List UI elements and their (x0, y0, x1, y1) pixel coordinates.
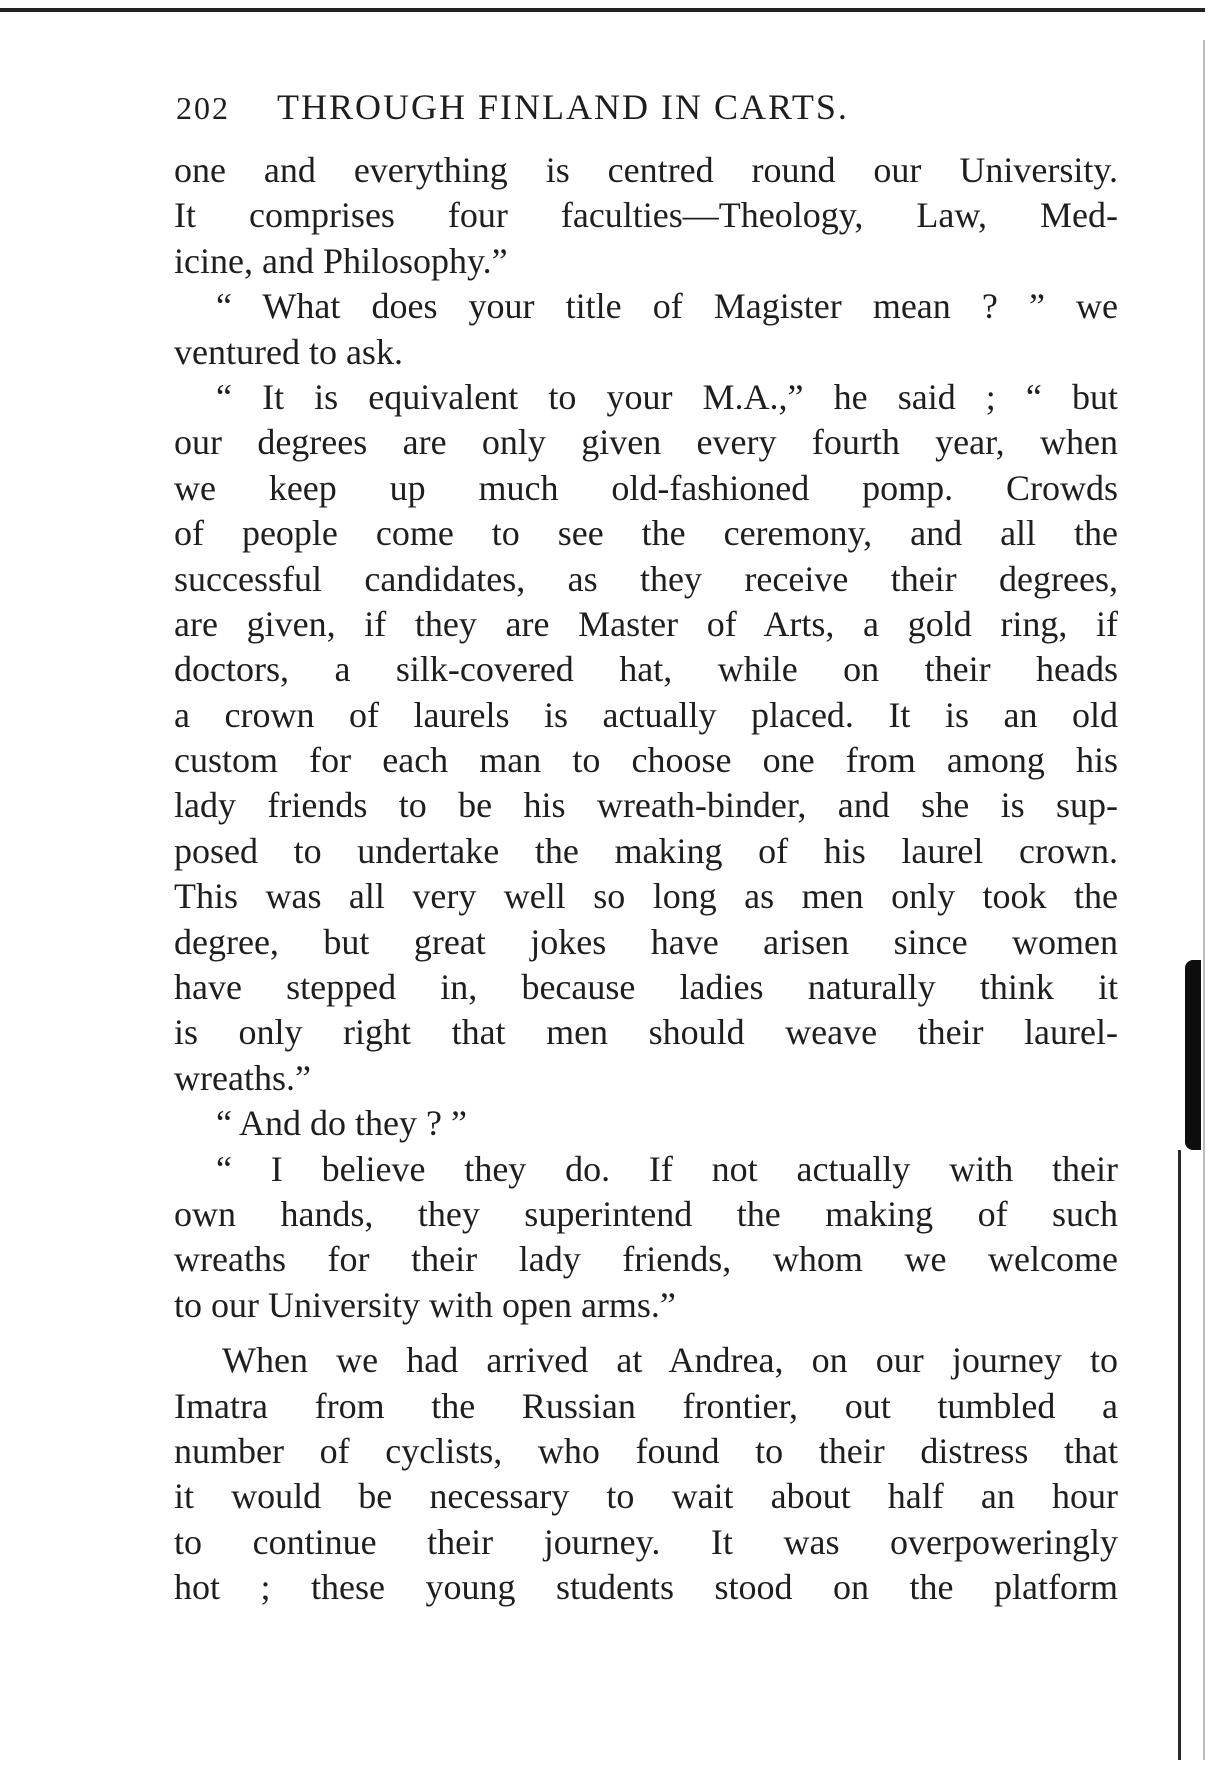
text-line: a crown of laurels is actually placed. It is an old (174, 694, 1118, 735)
text-line: “ It is equivalent to your M.A.,” he said ; “ but (216, 376, 1118, 417)
text-line: “ I believe they do. If not actually with their (216, 1148, 1118, 1189)
text-line: “ What does your title of Magister mean ? ” we (216, 286, 1118, 327)
text-line: have stepped in, because ladies naturally think it (174, 967, 1118, 1008)
text-line: posed to undertake the making of his laurel crown. (174, 830, 1118, 871)
text-line: This was all very well so long as men only took the (174, 876, 1118, 917)
text-line: ventured to ask. (174, 331, 403, 372)
paragraph-gap (174, 1328, 1118, 1338)
text-line: It comprises four faculties—Theology, Law, Med- (174, 195, 1118, 236)
text-line: custom for each man to choose one from among his (174, 740, 1118, 781)
text-line: our degrees are only given every fourth year, when (174, 422, 1118, 463)
running-title: THROUGH FINLAND IN CARTS. (277, 87, 849, 127)
text-line: degree, but great jokes have arisen since women (174, 921, 1118, 962)
body-text (174, 148, 1118, 1611)
text-line: lady friends to be his wreath-binder, and she is sup- (174, 785, 1118, 826)
text-line: to our University with open arms.” (174, 1284, 676, 1325)
scan-edge-line (1178, 1150, 1181, 1760)
text-line: successful candidates, as they receive their degrees, (174, 558, 1118, 599)
text-line: Imatra from the Russian frontier, out tumbled a (174, 1385, 1118, 1426)
text-line: own hands, they superintend the making of such (174, 1193, 1118, 1234)
text-line: doctors, a silk-covered hat, while on their heads (174, 649, 1118, 690)
top-rule (0, 8, 1205, 12)
page-edge-shadow (1203, 40, 1205, 1760)
page-header (176, 86, 1116, 136)
scan-ink-blot (1185, 960, 1201, 1150)
text-line: it would be necessary to wait about half an hour (174, 1476, 1118, 1517)
page-number: 202 (176, 90, 230, 126)
text-line: one and everything is centred round our University. (174, 150, 1118, 190)
text-line: we keep up much old-fashioned pomp. Crowds (174, 467, 1118, 508)
text-line: “ And do they ? ” (216, 1103, 467, 1144)
text-line: When we had arrived at Andrea, on our journey to (222, 1340, 1118, 1381)
text-line: is only right that men should weave their laurel- (174, 1012, 1118, 1053)
text-line: are given, if they are Master of Arts, a gold ring, if (174, 603, 1118, 644)
text-line: number of cyclists, who found to their distress that (174, 1430, 1118, 1471)
text-line: of people come to see the ceremony, and all the (174, 513, 1118, 554)
text-line: hot ; these young students stood on the platform (174, 1567, 1118, 1608)
text-line: to continue their journey. It was overpoweringly (174, 1521, 1118, 1562)
text-line: wreaths for their lady friends, whom we welcome (174, 1239, 1118, 1280)
text-line: wreaths.” (174, 1057, 311, 1098)
text-line: icine, and Philosophy.” (174, 240, 508, 281)
